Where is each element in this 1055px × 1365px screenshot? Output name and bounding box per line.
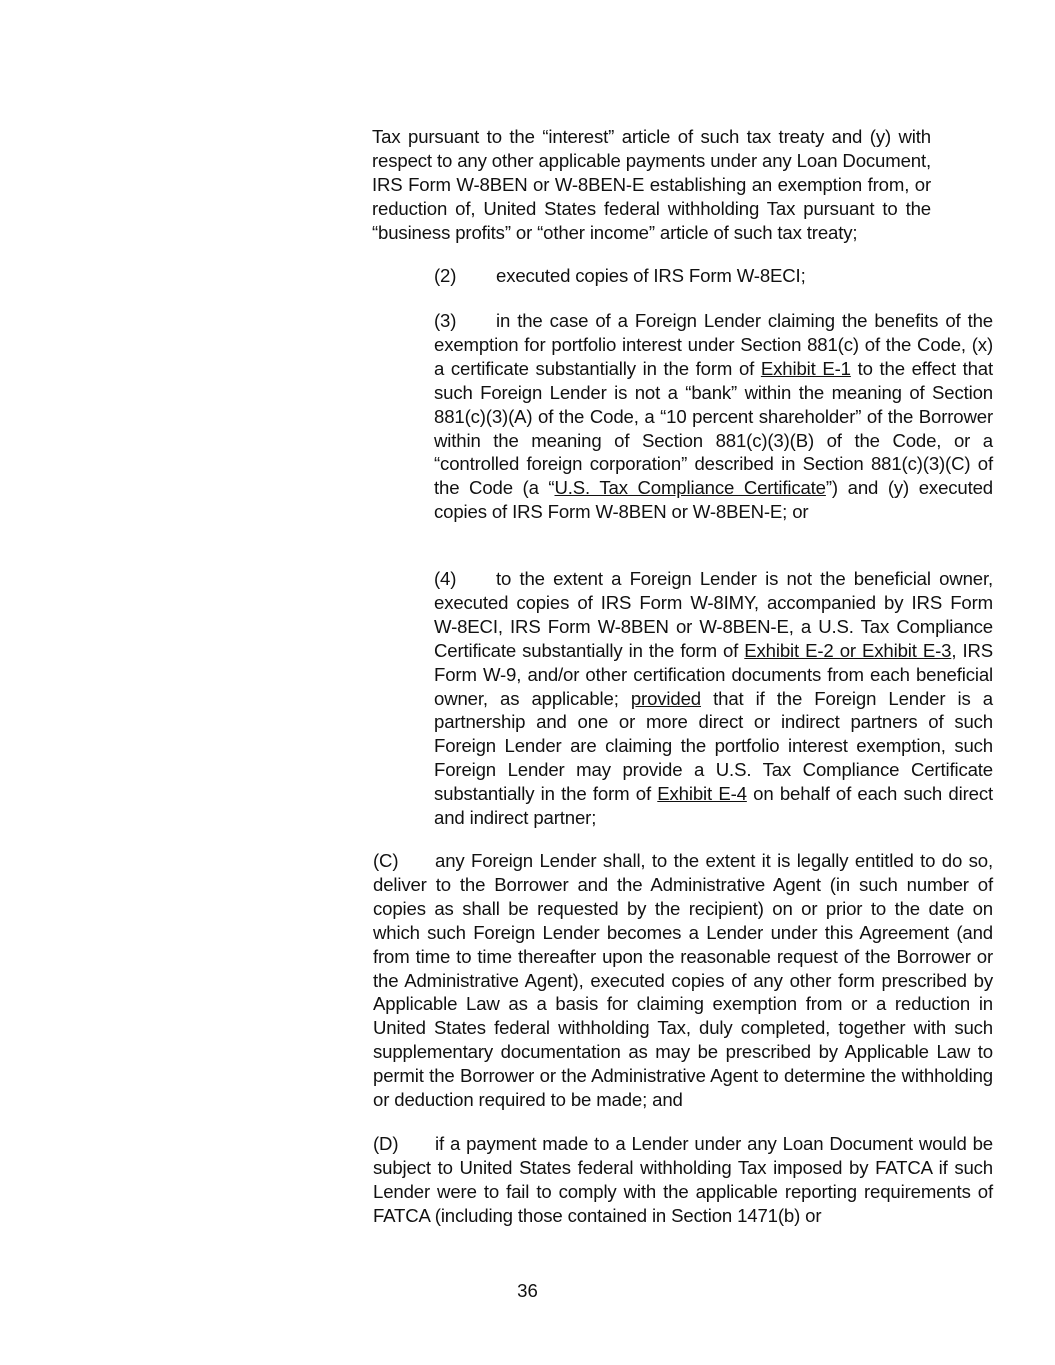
paragraph-text: if a payment made to a Lender under any Loan Document would be subject to United States federal withholding Tax imposed by FATCA if such Lender were to fail to comply with the applicable reporting requirements of FATCA (including those contained in Section 1471(b) or <box>373 1133 993 1226</box>
clause-number: (D) <box>373 1133 399 1154</box>
paragraph-text: ”) and (y) executed copies of IRS Form W-8BEN or W-8BEN-E; or <box>434 477 993 523</box>
provided-term: provided <box>630 687 701 709</box>
paragraph-text: Tax pursuant to the “interest” article of such tax treaty and (y) with respect to any other applicable payments under any Loan Document, IRS Form W-8BEN or W-8BEN-E establishing an exemption from, or reduction of, United States federal withholding Tax pursuant to the “business profits” or “other income” article of such tax treaty; <box>372 126 931 243</box>
exhibit-e1-reference: Exhibit E-1 <box>760 357 851 379</box>
paragraph-text: to the extent a Foreign Lender is not the beneficial owner, executed copies of IRS Form W-8IMY, accompanied by IRS Form W-8ECI, IRS Form W-8BEN or W-8BEN-E, a U.S. Tax Compliance Certificate substantially in the form of <box>434 568 993 661</box>
paragraph-text: in the case of a Foreign Lender claiming the benefits of the exemption for portfolio interest under Section 881(c) of the Code, (x) a certificate substantially in the form of <box>434 310 993 379</box>
clause-number: (C) <box>373 850 399 871</box>
paragraph-clause-4 <box>372 567 993 830</box>
paragraph-text: executed copies of IRS Form W-8ECI; <box>496 265 806 286</box>
paragraph-clause-2 <box>372 264 993 288</box>
page-number: 36 <box>517 1280 538 1301</box>
paragraph-text: , IRS Form W-9, and/or other certification documents from each beneficial owner, as applicable; <box>434 639 993 709</box>
paragraph-clause-d <box>311 1132 993 1228</box>
paragraph-treaty-continuation <box>372 125 931 245</box>
paragraph-clause-c <box>311 849 993 1112</box>
clause-number: (4) <box>434 568 457 589</box>
exhibit-e4-reference: Exhibit E-4 <box>657 783 747 805</box>
paragraph-clause-3 <box>372 309 993 524</box>
defined-term-us-tax-compliance-certificate: U.S. Tax Compliance Certificate <box>554 477 826 499</box>
paragraph-text: any Foreign Lender shall, to the extent it is legally entitled to do so, deliver to the Borrower and the Administrative Agent (in such number of copies as shall be requested by the recipient) on or prior to the date on which such Foreign Lender becomes a Lender under this Agreement (and from time to time thereafter upon the reasonable request of the Borrower or the Administrative Agent), executed copies of any other form prescribed by Applicable Law as a basis for claiming exemption from or a reduction in United States federal withholding Tax, duly completed, together with such supplementary documentation as may be prescribed by Applicable Law to permit the Borrower or the Administrative Agent to determine the withholding or deduction required to be made; and <box>373 850 993 1111</box>
exhibit-e2-e3-reference: Exhibit E-2 or Exhibit E-3 <box>744 639 952 661</box>
paragraph-text: to the effect that such Foreign Lender is not a “bank” within the meaning of Section 881(c)(3)(A) of the Code, a “10 percent shareholder” of the Borrower within the meaning of Section 881(c)(3)(B) of the Code, or a “controlled foreign corporation” described in Section 881(c)(3)(C) of the Code (a “ <box>434 357 993 499</box>
paragraph-text: that if the Foreign Lender is a partnership and one or more direct or indirect partners of such Foreign Lender are claiming the portfolio interest exemption, such Foreign Lender may provide a U.S. Tax Compliance Certificate substantially in the form of <box>434 687 993 805</box>
clause-number: (3) <box>434 310 457 331</box>
paragraph-text: on behalf of each such direct and indirect partner; <box>434 783 993 829</box>
clause-number: (2) <box>434 265 457 286</box>
